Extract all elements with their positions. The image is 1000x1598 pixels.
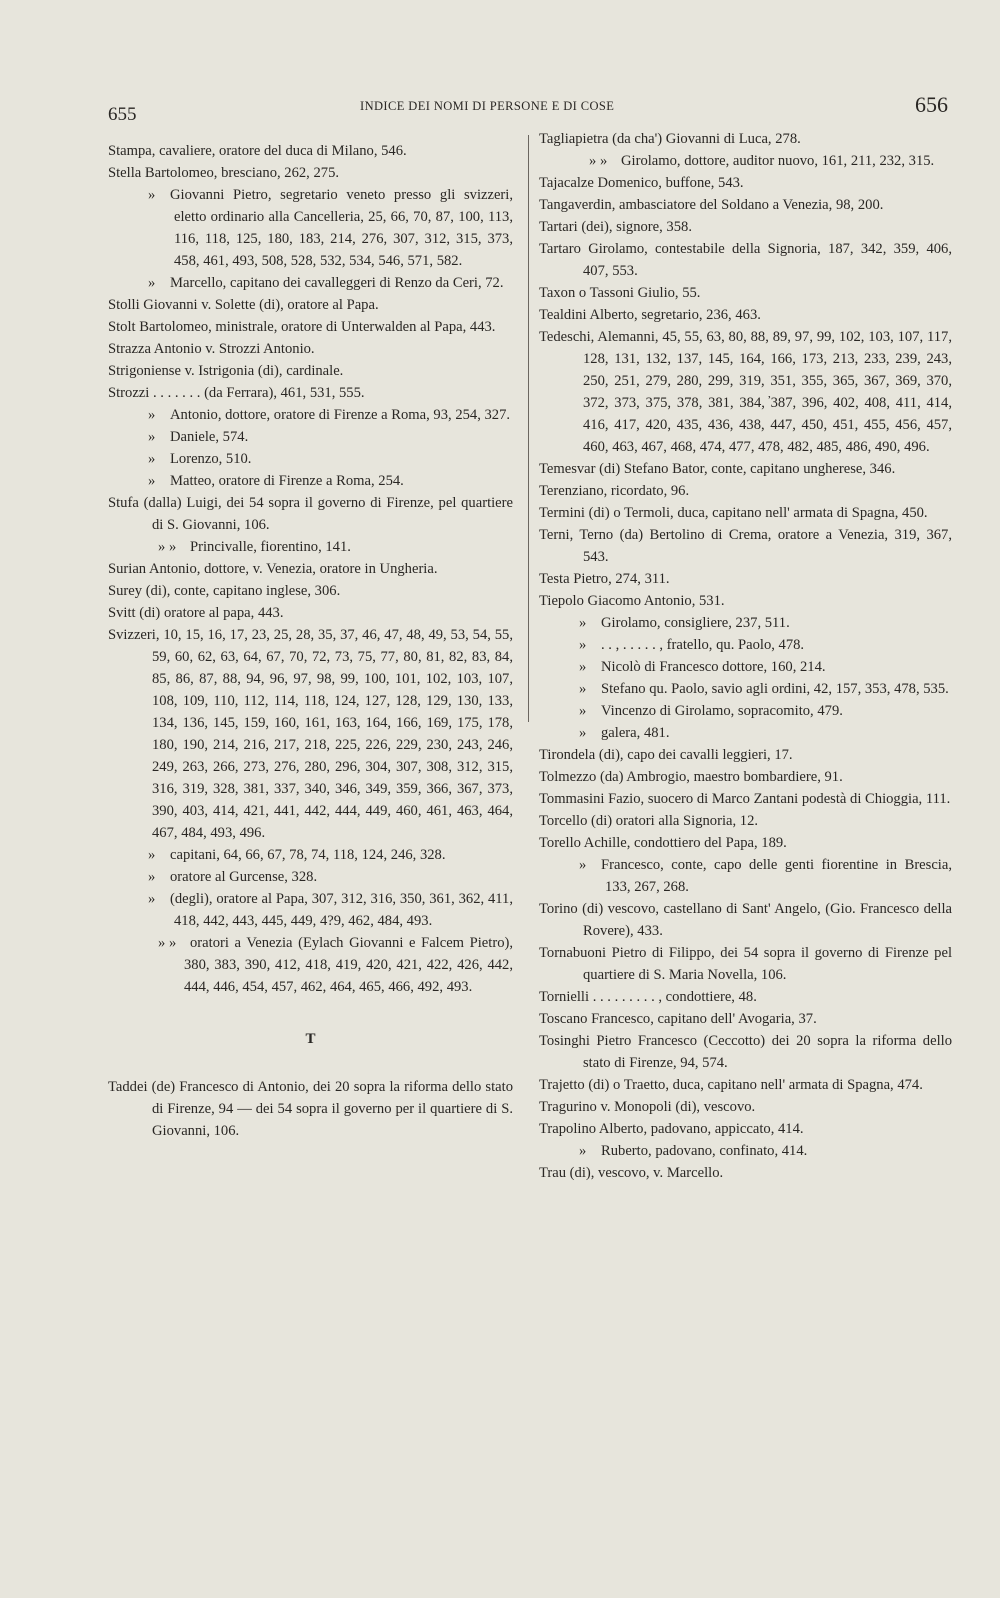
ditto-mark: » [148,275,156,291]
index-entry [539,194,952,216]
entry-text: Tajacalze Domenico, buffone, 543. [539,175,744,191]
entry-text: Tealdini Alberto, segretario, 236, 463. [539,307,761,323]
entry-text: Strigoniense v. Istrigonia (di), cardinale. [108,363,344,379]
index-entry [539,304,952,326]
index-entry [539,568,952,590]
entry-text: Nicolò di Francesco dottore, 160, 214. [601,659,826,675]
index-entry [539,1140,952,1162]
index-entry [539,480,952,502]
index-entry [108,888,513,932]
index-entry [539,898,952,942]
right-entries [539,128,952,1184]
index-entry [108,162,513,184]
entry-text: Torello Achille, condottiero del Papa, 189. [539,835,787,851]
running-head: INDICE DEI NOMI DI PERSONE E DI COSE [360,99,615,113]
index-entry [539,326,952,458]
entry-text: Trapolino Alberto, padovano, appiccato, 414. [539,1121,804,1137]
index-entry [108,844,513,866]
index-entry [539,1162,952,1184]
entry-text: Tommasini Fazio, suocero di Marco Zantani podestà di Chioggia, 111. [539,791,951,807]
entry-text: Stufa (dalla) Luigi, dei 54 sopra il governo di Firenze, pel quartiere di S. Giovanni, 106. [108,495,513,533]
entry-text: Marcello, capitano dei cavalleggeri di Renzo da Ceri, 72. [170,275,504,291]
ditto-mark: » [579,615,587,631]
index-entry [539,942,952,986]
ditto-mark: » [148,891,156,907]
entry-text: Tartaro Girolamo, contestabile della Signoria, 187, 342, 359, 406, 407, 553. [539,241,952,279]
entry-text: Svitt (di) oratore al papa, 443. [108,605,284,621]
entry-text: Tosinghi Pietro Francesco (Ceccotto) dei 20 sopra la riforma dello stato di Firenze, 94, 574. [539,1033,952,1071]
right-column [539,128,952,1184]
entry-text: Trajetto (di) o Traetto, duca, capitano nell' armata di Spagna, 474. [539,1077,923,1093]
entry-text: oratori a Venezia (Eylach Giovanni e Falcem Pietro), 380, 383, 390, 412, 418, 419, 420, 421, 422, 426, 442, 444, 446, 454, 457, 462, 464, 465, 466, 492, 493. [184,935,513,995]
entry-text: Tolmezzo (da) Ambrogio, maestro bombardiere, 91. [539,769,843,785]
index-entry [108,624,513,844]
index-entry [539,1008,952,1030]
index-entry [539,1074,952,1096]
ditto-mark: » [579,1143,587,1159]
entry-text: Terni, Terno (da) Bertolino di Crema, oratore a Venezia, 319, 367, 543. [539,527,952,565]
index-entry [108,470,513,492]
entry-text: Tedeschi, Alemanni, 45, 55, 63, 80, 88, 89, 97, 99, 102, 103, 107, 117, 128, 131, 132, 137, 145, 164, 166, 173, 213, 233, 239, 243, 250, 251, 279, 280, 299, 319, 351, 355, 365, 367, 369, 370, 372, 373, 375, 378, 381, 384, ̕387, 396, 402, 408, 411, 414, 416, 417, 420, 435, 436, 438, 447, 450, 451, 455, 456, 457, 460, 463, 467, 468, 474, 477, 478, 482, 485, 486, 490, 496. [539,329,952,455]
entry-text: Stella Bartolomeo, bresciano, 262, 275. [108,165,340,181]
entry-text: Stolli Giovanni v. Solette (di), oratore al Papa. [108,297,379,313]
ditto-mark: » » [589,153,608,169]
entry-text: Ruberto, padovano, confinato, 414. [601,1143,808,1159]
index-entry [108,426,513,448]
index-entry [539,216,952,238]
entry-text: Stampa, cavaliere, oratore del duca di Milano, 546. [108,143,407,159]
ditto-mark: » [579,725,587,741]
ditto-mark: » [579,857,587,873]
entry-text: Tirondela (di), capo dei cavalli leggieri, 17. [539,747,793,763]
page-number-right: 656 [915,92,948,117]
index-entry [539,744,952,766]
index-entry [539,854,952,898]
entry-text: Taxon o Tassoni Giulio, 55. [539,285,701,301]
entry-text: Surian Antonio, dottore, v. Venezia, oratore in Ungheria. [108,561,438,577]
ditto-mark: » [148,451,156,467]
index-entry [108,536,513,558]
ditto-mark: » [579,681,587,697]
entry-text: Francesco, conte, capo delle genti fiorentine in Brescia, 133, 267, 268. [601,857,952,895]
entry-text: Surey (di), conte, capitano inglese, 306. [108,583,341,599]
index-entry [108,602,513,624]
index-entry [539,502,952,524]
section-letter: T [305,1031,316,1047]
entry-text: Princivalle, fiorentino, 141. [190,539,351,555]
entry-text: Torcello (di) oratori alla Signoria, 12. [539,813,759,829]
index-entry [108,360,513,382]
index-entry [108,558,513,580]
index-entry [108,272,513,294]
index-entry [539,634,952,656]
index-entry [539,612,952,634]
ditto-mark: » » [158,935,177,951]
left-column [108,140,513,1142]
index-entry [539,766,952,788]
index-entry [539,788,952,810]
entry-text: Girolamo, consigliere, 237, 511. [601,615,790,631]
index-entry [539,238,952,282]
index-entry [539,832,952,854]
index-entry [539,150,952,172]
index-entry [108,338,513,360]
entry-text: Tartari (dei), signore, 358. [539,219,692,235]
index-entry [108,1076,513,1142]
entry-text: Daniele, 574. [170,429,249,445]
index-entry [108,448,513,470]
entry-text: Trau (di), vescovo, v. Marcello. [539,1165,724,1181]
entry-text: Giovanni Pietro, segretario veneto presso gli svizzeri, eletto ordinario alla Cancelleria, 25, 66, 70, 87, 100, 113, 116, 118, 125, 180, 183, 214, 276, 307, 312, 315, 373, 458, 461, 493, 508, 528, 532, 534, 546, 571, 582. [170,187,513,269]
entry-text: Strazza Antonio v. Strozzi Antonio. [108,341,315,357]
entry-text: Tornielli . . . . . . . . . , condottiere, 48. [539,989,757,1005]
column-divider [528,135,529,722]
index-entry [539,524,952,568]
index-entry [539,282,952,304]
entry-text: Testa Pietro, 274, 311. [539,571,670,587]
index-entry [539,1118,952,1140]
page-number-left: 655 [108,104,137,125]
index-entry [108,382,513,404]
index-entry [539,128,952,150]
entry-text: Torino (di) vescovo, castellano di Sant' Angelo, (Gio. Francesco della Rovere), 433. [539,901,952,939]
entry-text: Antonio, dottore, oratore di Firenze a Roma, 93, 254, 327. [170,407,511,423]
ditto-mark: » » [158,539,177,555]
index-entry [108,184,513,272]
ditto-mark: » [148,407,156,423]
entry-text: capitani, 64, 66, 67, 78, 74, 118, 124, 246, 328. [170,847,446,863]
entry-text: Toscano Francesco, capitano dell' Avogaria, 37. [539,1011,817,1027]
entry-text: (degli), oratore al Papa, 307, 312, 316, 350, 361, 362, 411, 418, 442, 443, 445, 449, 4?9, 462, 484, 493. [170,891,513,929]
ditto-mark: » [579,659,587,675]
entry-text: Strozzi . . . . . . . (da Ferrara), 461, 531, 555. [108,385,365,401]
index-entry [108,580,513,602]
index-entry [539,986,952,1008]
index-entry [539,678,952,700]
index-entry [539,722,952,744]
entry-text: . . , . . . . . , fratello, qu. Paolo, 478. [601,637,805,653]
entry-text: Tiepolo Giacomo Antonio, 531. [539,593,725,609]
index-entry [539,810,952,832]
entry-text: Taddei (de) Francesco di Antonio, dei 20 sopra la riforma dello stato di Firenze, 94 — dei 54 sopra il governo per il quartiere di S. Giovanni, 106. [108,1079,513,1139]
ditto-mark: » [148,847,156,863]
entry-text: Stolt Bartolomeo, ministrale, oratore di Unterwalden al Papa, 443. [108,319,496,335]
index-entry [539,656,952,678]
index-entry [539,1096,952,1118]
ditto-mark: » [148,473,156,489]
index-entry [539,172,952,194]
entry-text: Termini (di) o Termoli, duca, capitano nell' armata di Spagna, 450. [539,505,928,521]
ditto-mark: » [579,703,587,719]
index-entry [539,700,952,722]
index-entry [539,590,952,612]
ditto-mark: » [148,429,156,445]
entry-text: galera, 481. [601,725,670,741]
ditto-mark: » [148,869,156,885]
index-entry [108,866,513,888]
entry-text: Stefano qu. Paolo, savio agli ordini, 42, 157, 353, 478, 535. [601,681,949,697]
entry-text: Terenziano, ricordato, 96. [539,483,690,499]
entry-text: Vincenzo di Girolamo, sopracomito, 479. [601,703,843,719]
entry-text: Tangaverdin, ambasciatore del Soldano a Venezia, 98, 200. [539,197,884,213]
index-entry [108,932,513,998]
index-entry [539,458,952,480]
ditto-mark: » [148,187,156,203]
entry-text: Tagliapietra (da cha') Giovanni di Luca, 278. [539,131,801,147]
entry-text: Matteo, oratore di Firenze a Roma, 254. [170,473,404,489]
index-entry [108,316,513,338]
left-after-section [108,1076,513,1142]
entry-text: oratore al Gurcense, 328. [170,869,318,885]
ditto-mark: » [579,637,587,653]
entry-text: Girolamo, dottore, auditor nuovo, 161, 211, 232, 315. [621,153,935,169]
index-entry [108,492,513,536]
index-entry [108,140,513,162]
entry-text: Tornabuoni Pietro di Filippo, dei 54 sopra il governo di Firenze pel quartiere di S. Maria Novella, 106. [539,945,952,983]
entry-text: Svizzeri, 10, 15, 16, 17, 23, 25, 28, 35, 37, 46, 47, 48, 49, 53, 54, 55, 59, 60, 62, 63, 64, 67, 70, 72, 73, 75, 77, 80, 81, 82, 83, 84, 85, 86, 87, 88, 94, 96, 97, 98, 99, 100, 101, 102, 103, 107, 108, 109, 110, 112, 114, 118, 124, 127, 128, 129, 130, 133, 134, 136, 145, 159, 160, 161, 163, 164, 166, 169, 175, 178, 180, 190, 214, 216, 217, 218, 225, 226, 229, 230, 243, 246, 249, 263, 266, 273, 276, 280, 296, 304, 307, 308, 312, 315, 316, 319, 328, 381, 337, 340, 346, 349, 359, 366, 367, 373, 390, 403, 414, 421, 441, 442, 444, 449, 460, 461, 463, 464, 467, 484, 493, 496. [108,627,513,841]
index-entry [539,1030,952,1074]
index-entry [108,294,513,316]
index-entry [108,404,513,426]
entry-text: Temesvar (di) Stefano Bator, conte, capitano ungherese, 346. [539,461,896,477]
left-entries [108,140,513,998]
entry-text: Lorenzo, 510. [170,451,252,467]
entry-text: Tragurino v. Monopoli (di), vescovo. [539,1099,756,1115]
